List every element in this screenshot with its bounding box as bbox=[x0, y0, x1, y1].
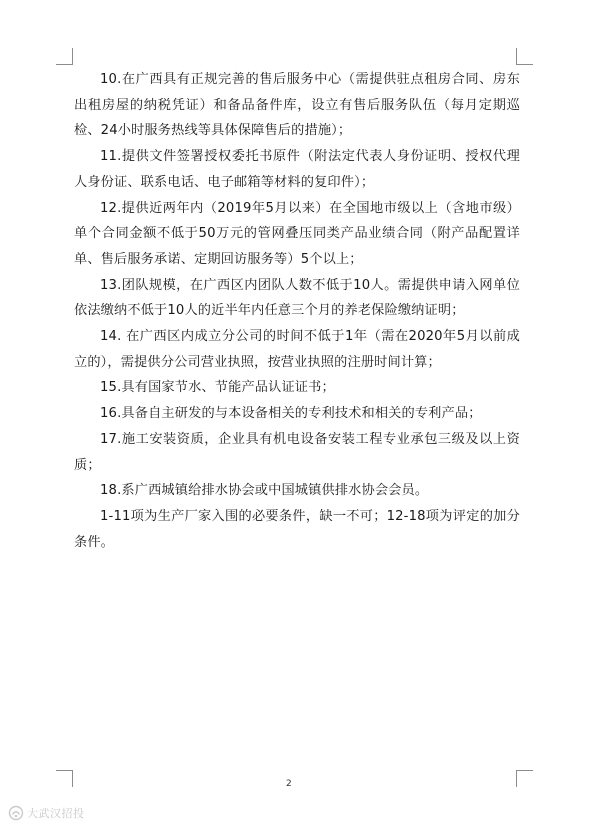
crop-mark-top-right bbox=[516, 48, 533, 65]
paragraph-item-14: 14. 在广西区内成立分公司的时间不低于1年（需在2020年5月以前成立的），需提供分公司营业执照，按营业执照的注册时间计算； bbox=[74, 329, 520, 370]
paragraph-item-13: 13.团队规模，在广西区内团队人数不低于10人。需提供申请入网单位依法缴纳不低于10人的近半年内任意三个月的养老保险缴纳证明； bbox=[74, 277, 520, 319]
watermark-text: 大武汉招投 bbox=[27, 807, 85, 820]
watermark bbox=[8, 805, 85, 821]
watermark-logo-icon bbox=[8, 805, 24, 821]
crop-mark-bottom-right bbox=[516, 770, 533, 787]
paragraph-item-12: 12.提供近两年内（2019年5月以来）在全国地市级以上（含地市级）单个合同金额不低于50万元的管网叠压同类产品业绩合同（附产品配置详单、售后服务承诺、定期回访服务等）5个以上； bbox=[74, 200, 520, 267]
document-body bbox=[74, 67, 520, 555]
paragraph-item-18: 18.系广西城镇给排水协会或中国城镇供排水协会会员。 bbox=[100, 483, 429, 499]
crop-mark-top-left bbox=[56, 48, 73, 65]
paragraph-item-16: 16.具备自主研发的与本设备相关的专利技术和相关的专利产品； bbox=[100, 406, 482, 422]
paragraph-item-11: 11.提供文件签署授权委托书原件（附法定代表人身份证明、授权代理人身份证、联系电话、电子邮箱等材料的复印件）； bbox=[74, 149, 520, 190]
paragraph-item-10: 10.在广西具有正规完善的售后服务中心（需提供驻点租房合同、房东出租房屋的纳税凭证）和备品备件库，设立有售后服务队伍（每月定期巡检、24小时服务热线等具体保障售后的措施）； bbox=[74, 72, 520, 139]
paragraph-item-15: 15.具有国家节水、节能产品认证证书； bbox=[100, 380, 335, 396]
page-number: 2 bbox=[286, 779, 292, 789]
paragraph-item-17: 17.施工安装资质，企业具有机电设备安装工程专业承包三级及以上资质； bbox=[74, 431, 520, 473]
crop-mark-bottom-left bbox=[56, 770, 73, 787]
paragraph-summary: 1-11项为生产厂家入围的必要条件，缺一不可；12-18项为评定的加分条件。 bbox=[74, 508, 520, 550]
